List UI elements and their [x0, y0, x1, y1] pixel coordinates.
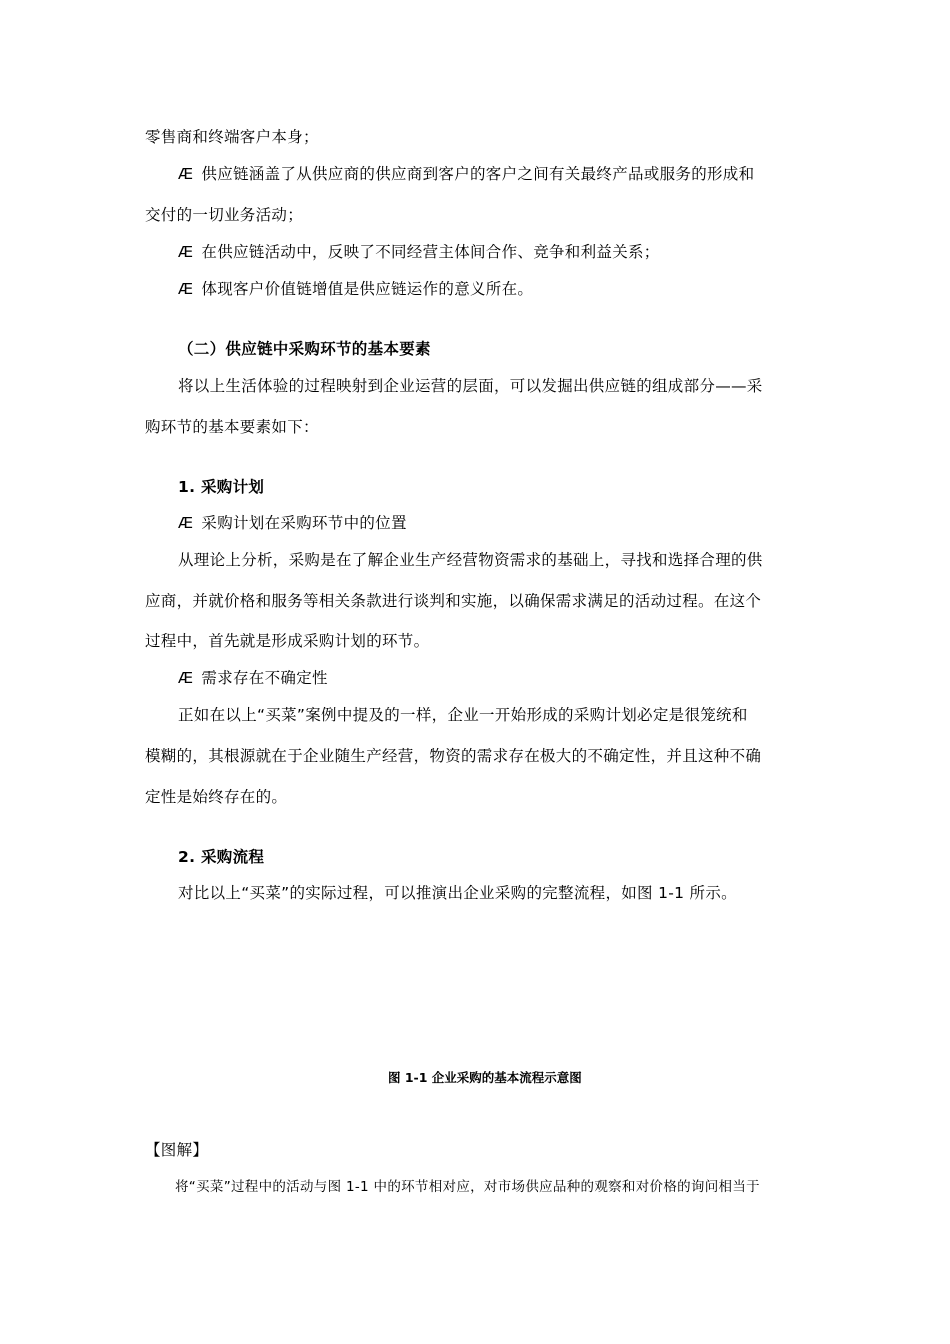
paragraph-line: 交付的一切业务活动； [145, 206, 304, 224]
paragraph-line: 正如在以上“买菜”案例中提及的一样，企业一开始形成的采购计划必定是很笼统和 [178, 706, 748, 724]
paragraph-line: 将以上生活体验的过程映射到企业运营的层面，可以发掘出供应链的组成部分——采 [178, 377, 763, 395]
bullet-item [178, 668, 328, 688]
paragraph-line: 从理论上分析，采购是在了解企业生产经营物资需求的基础上，寻找和选择合理的供 [178, 551, 763, 569]
paragraph-line: 定性是始终存在的。 [145, 788, 288, 806]
paragraph-line: 零售商和终端客户本身； [145, 128, 319, 146]
bullet-icon: Æ [178, 243, 194, 261]
bullet-item [178, 242, 660, 262]
subsection-heading: 2. 采购流程 [178, 848, 265, 866]
paragraph-line: 过程中，首先就是形成采购计划的环节。 [145, 632, 430, 650]
bullet-text: 需求存在不确定性 [201, 669, 328, 687]
bullet-icon: Æ [178, 514, 194, 532]
section-heading: （二）供应链中采购环节的基本要素 [178, 340, 431, 358]
bullet-icon: Æ [178, 669, 194, 687]
bullet-text: 采购计划在采购环节中的位置 [201, 514, 407, 532]
bullet-text: 供应链涵盖了从供应商的供应商到客户的客户之间有关最终产品或服务的形成和 [201, 165, 755, 183]
bullet-item [178, 513, 407, 533]
bullet-item [178, 279, 533, 299]
explanation-heading: 【图解】 [145, 1141, 209, 1159]
bullet-icon: Æ [178, 280, 194, 298]
bullet-icon: Æ [178, 165, 194, 183]
bullet-text: 在供应链活动中，反映了不同经营主体间合作、竞争和利益关系； [201, 243, 660, 261]
paragraph-line: 应商，并就价格和服务等相关条款进行谈判和实施，以确保需求满足的活动过程。在这个 [145, 592, 762, 610]
paragraph-line: 模糊的，其根源就在于企业随生产经营，物资的需求存在极大的不确定性，并且这种不确 [145, 747, 762, 765]
paragraph-line: 将“买菜”过程中的活动与图 1-1 中的环节相对应，对市场供应品种的观察和对价格的询问相当于 [175, 1179, 760, 1195]
bullet-item [178, 164, 754, 184]
figure-caption: 图 1-1 企业采购的基本流程示意图 [388, 1070, 582, 1085]
bullet-text: 体现客户价值链增值是供应链运作的意义所在。 [201, 280, 534, 298]
subsection-heading: 1. 采购计划 [178, 478, 265, 496]
paragraph-line: 购环节的基本要素如下： [145, 418, 319, 436]
paragraph-line: 对比以上“买菜”的实际过程，可以推演出企业采购的完整流程，如图 1-1 所示。 [178, 884, 737, 902]
